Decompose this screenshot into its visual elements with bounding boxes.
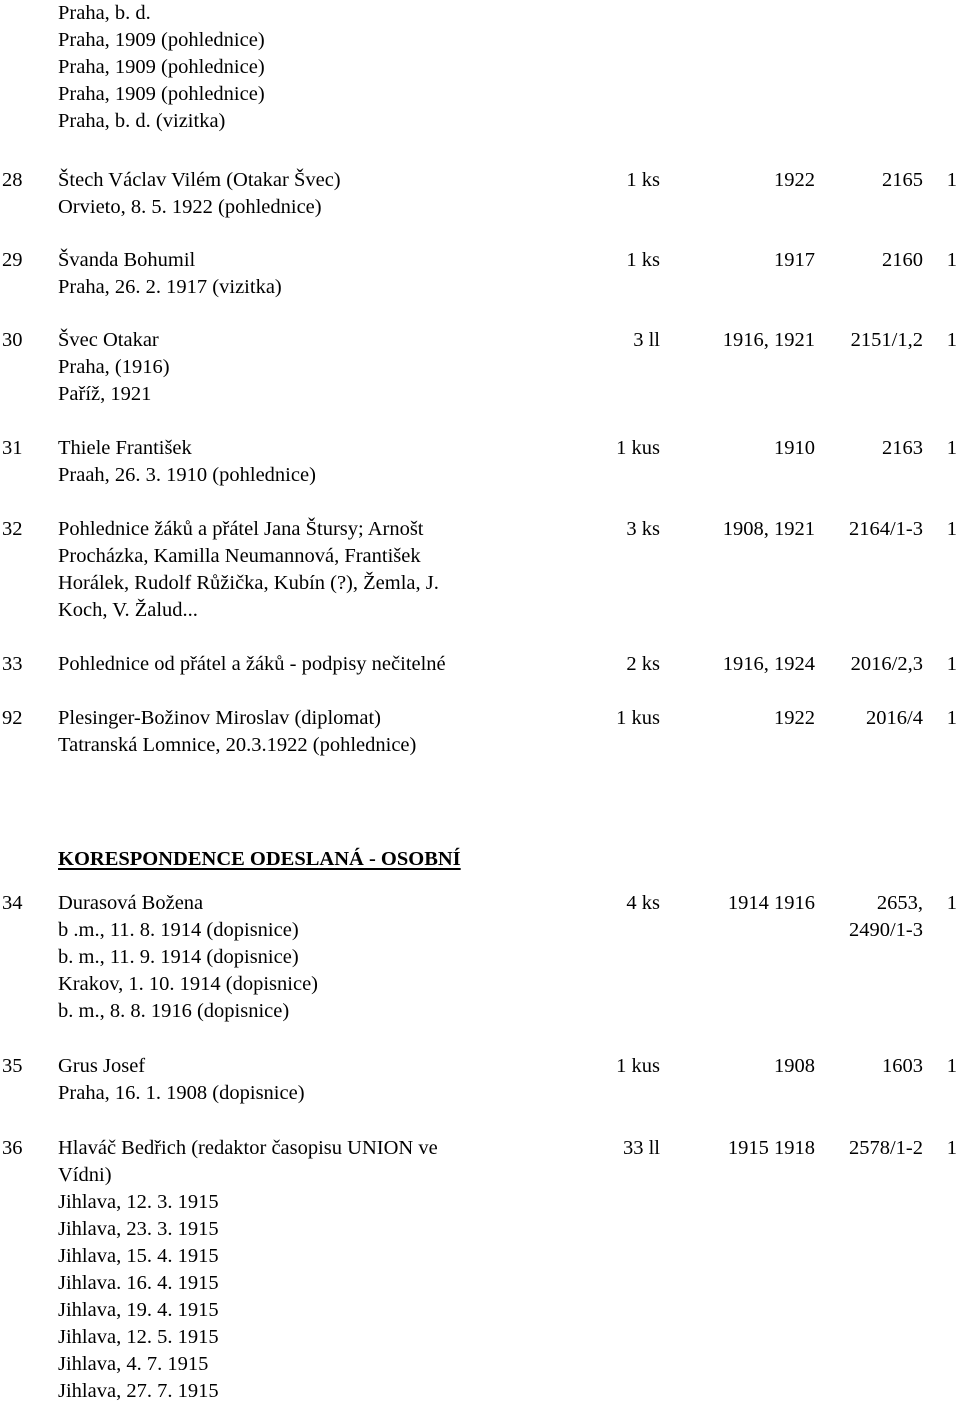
record-quantity: 1 ks	[626, 169, 660, 191]
record-count: 1	[946, 653, 957, 675]
record-line: Praha, (1916)	[58, 356, 170, 378]
record-year: 1908, 1921	[722, 518, 815, 540]
record-line: Paříž, 1921	[58, 383, 152, 405]
record-signature: 2490/1-3	[848, 919, 923, 941]
record-line: Jihlava, 27. 7. 1915	[58, 1380, 219, 1402]
record-line: Durasová Božena	[58, 892, 204, 914]
record-quantity: 1 kus	[616, 1055, 660, 1077]
record-signature: 2163	[882, 437, 923, 459]
record-line: Jihlava. 16. 4. 1915	[58, 1272, 219, 1294]
record-number: 32	[2, 518, 23, 540]
intro-line: Praha, 1909 (pohlednice)	[58, 56, 265, 78]
record-line: Hlaváč Bedřich (redaktor časopisu UNION ve	[58, 1137, 438, 1159]
record-year: 1917	[774, 249, 815, 271]
record-line: Pohlednice žáků a přátel Jana Štursy; Arnošt	[58, 518, 424, 540]
record-line: Thiele František	[58, 437, 192, 459]
intro-line: Praha, b. d.	[58, 2, 151, 24]
record-number: 28	[2, 169, 23, 191]
record-number: 36	[2, 1137, 23, 1159]
record-signature: 2016/4	[866, 707, 923, 729]
record-number: 92	[2, 707, 23, 729]
record-count: 1	[946, 1137, 957, 1159]
record-year: 1916, 1924	[722, 653, 815, 675]
record-signature: 2165	[882, 169, 923, 191]
record-number: 30	[2, 329, 23, 351]
record-number: 29	[2, 249, 23, 271]
record-quantity: 2 ks	[626, 653, 660, 675]
record-year: 1910	[774, 437, 815, 459]
record-number: 33	[2, 653, 23, 675]
record-quantity: 4 ks	[626, 892, 660, 914]
record-line: Praha, 16. 1. 1908 (dopisnice)	[58, 1082, 305, 1104]
record-number: 35	[2, 1055, 23, 1077]
record-line: Grus Josef	[58, 1055, 146, 1077]
record-count: 1	[946, 707, 957, 729]
record-line: Jihlava, 15. 4. 1915	[58, 1245, 219, 1267]
record-count: 1	[946, 169, 957, 191]
record-year: 1916, 1921	[722, 329, 815, 351]
record-line: Horálek, Rudolf Růžička, Kubín (?), Žemla, J.	[58, 572, 439, 594]
record-line: Tatranská Lomnice, 20.3.1922 (pohlednice)	[58, 734, 417, 756]
record-line: Plesinger-Božinov Miroslav (diplomat)	[58, 707, 381, 729]
record-count: 1	[946, 437, 957, 459]
record-count: 1	[946, 329, 957, 351]
record-line: Jihlava, 12. 5. 1915	[58, 1326, 219, 1348]
record-signature: 1603	[882, 1055, 923, 1077]
record-line: Praah, 26. 3. 1910 (pohlednice)	[58, 464, 316, 486]
record-signature: 2653,	[876, 892, 923, 914]
record-year: 1914 1916	[727, 892, 815, 914]
intro-line: Praha, b. d. (vizitka)	[58, 110, 226, 132]
record-quantity: 33 ll	[622, 1137, 660, 1159]
record-year: 1915 1918	[727, 1137, 815, 1159]
record-line: Vídni)	[58, 1164, 112, 1186]
record-signature: 2151/1,2	[850, 329, 923, 351]
record-quantity: 1 kus	[616, 707, 660, 729]
record-quantity: 3 ll	[633, 329, 660, 351]
record-line: Krakov, 1. 10. 1914 (dopisnice)	[58, 973, 318, 995]
record-count: 1	[946, 1055, 957, 1077]
record-line: b. m., 11. 9. 1914 (dopisnice)	[58, 946, 299, 968]
intro-line: Praha, 1909 (pohlednice)	[58, 83, 265, 105]
record-count: 1	[946, 249, 957, 271]
record-line: b .m., 11. 8. 1914 (dopisnice)	[58, 919, 299, 941]
record-line: Jihlava, 4. 7. 1915	[58, 1353, 209, 1375]
record-year: 1922	[774, 707, 815, 729]
record-quantity: 1 kus	[616, 437, 660, 459]
record-line: Praha, 26. 2. 1917 (vizitka)	[58, 276, 282, 298]
record-signature: 2016/2,3	[850, 653, 923, 675]
record-signature: 2578/1-2	[848, 1137, 923, 1159]
record-year: 1922	[774, 169, 815, 191]
record-number: 31	[2, 437, 23, 459]
record-count: 1	[946, 518, 957, 540]
record-line: Koch, V. Žalud...	[58, 599, 198, 621]
record-count: 1	[946, 892, 957, 914]
intro-line: Praha, 1909 (pohlednice)	[58, 29, 265, 51]
record-line: Jihlava, 19. 4. 1915	[58, 1299, 219, 1321]
record-quantity: 3 ks	[626, 518, 660, 540]
record-line: Švec Otakar	[58, 329, 159, 351]
record-line: Orvieto, 8. 5. 1922 (pohlednice)	[58, 196, 322, 218]
record-line: Jihlava, 23. 3. 1915	[58, 1218, 219, 1240]
record-signature: 2164/1-3	[848, 518, 923, 540]
record-signature: 2160	[882, 249, 923, 271]
record-line: Švanda Bohumil	[58, 249, 196, 271]
section-heading: KORESPONDENCE ODESLANÁ - OSOBNÍ	[58, 848, 461, 870]
record-line: Procházka, Kamilla Neumannová, František	[58, 545, 421, 567]
record-line: b. m., 8. 8. 1916 (dopisnice)	[58, 1000, 290, 1022]
record-line: Jihlava, 12. 3. 1915	[58, 1191, 219, 1213]
record-line: Pohlednice od přátel a žáků - podpisy nečitelné	[58, 653, 446, 675]
record-line: Štech Václav Vilém (Otakar Švec)	[58, 169, 341, 191]
record-quantity: 1 ks	[626, 249, 660, 271]
record-year: 1908	[774, 1055, 815, 1077]
record-number: 34	[2, 892, 23, 914]
